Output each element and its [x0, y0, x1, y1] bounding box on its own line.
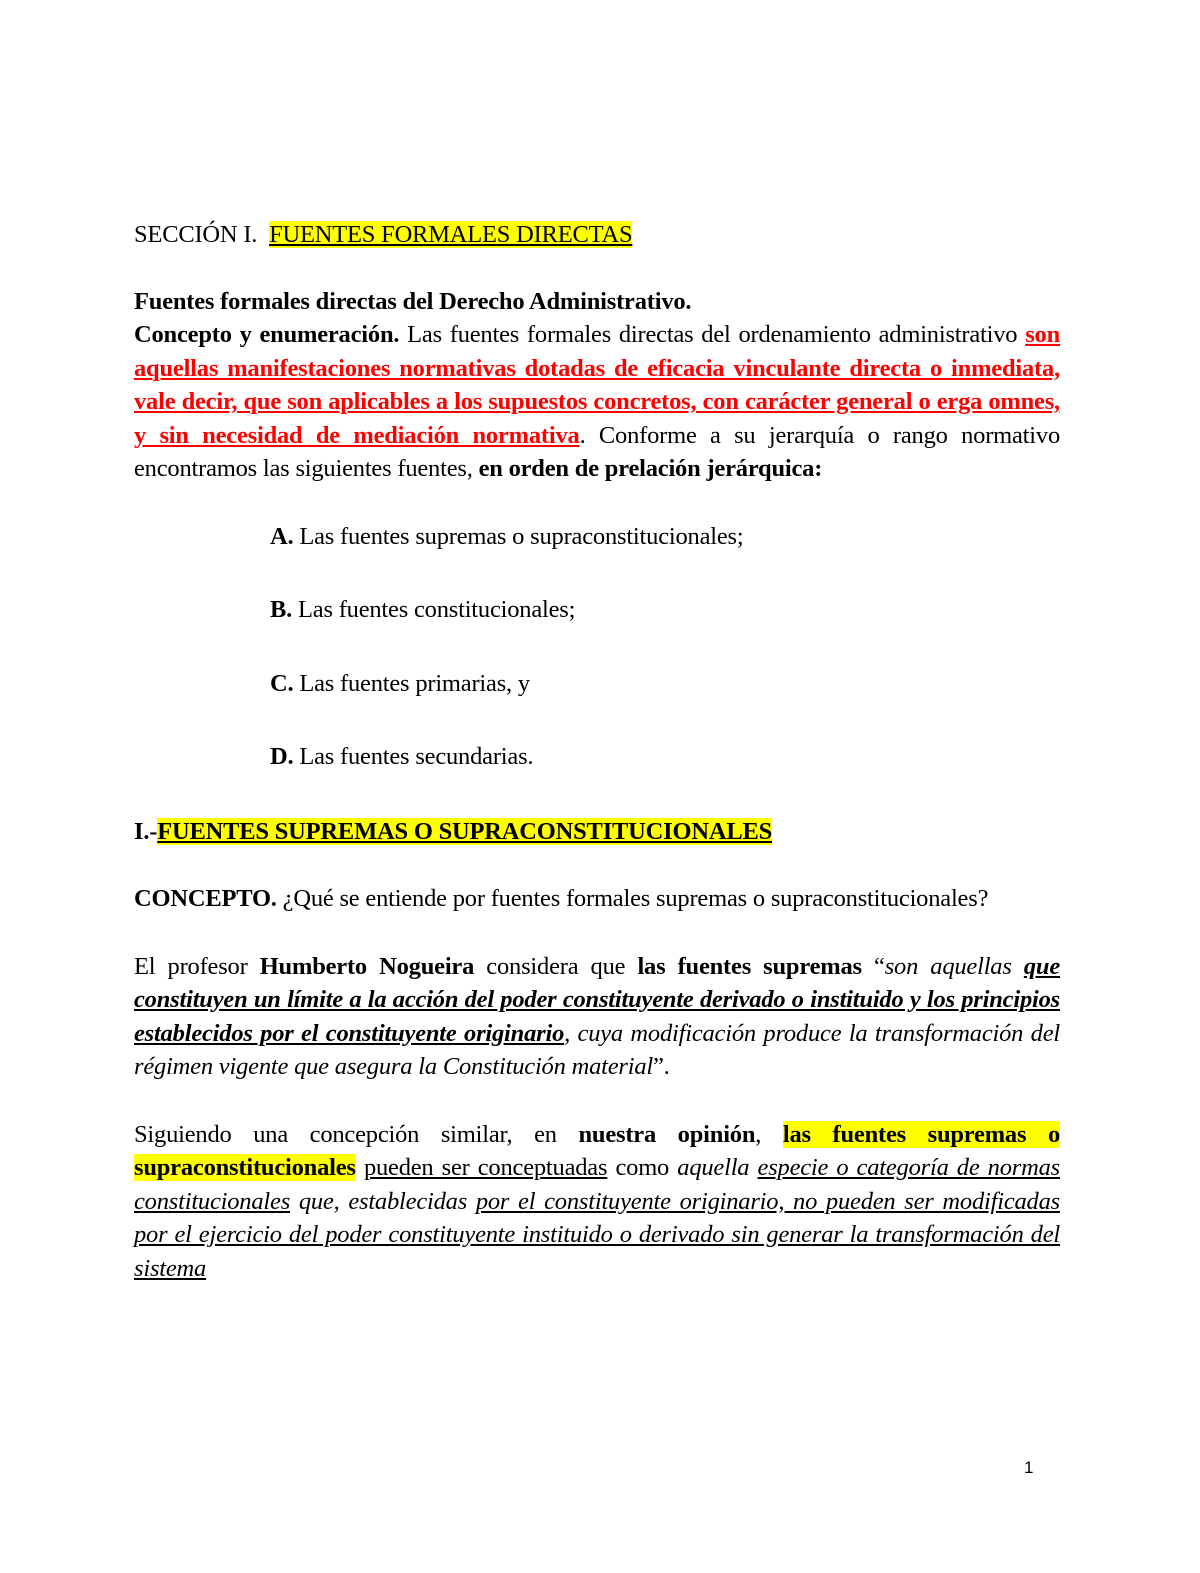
opinion-italic-underlined: especie o categoría de normas constitucionales	[134, 1154, 1060, 1215]
section-heading	[134, 218, 1060, 252]
subsection-heading	[134, 815, 1060, 849]
list-letter: B.	[270, 596, 293, 623]
quote-underlined: que constituyen un límite a la acción del poder constituyente derivado o instituido y los principios establecidos por el constituyente originario	[134, 952, 1060, 1047]
intro-text-1: Las fuentes formales directas del ordenamiento administrativo	[399, 321, 1026, 348]
opinion-highlight: las fuentes supremas o supraconstitucionales	[134, 1120, 1060, 1181]
intro-heading-text: Fuentes formales directas del Derecho Administrativo.	[134, 287, 692, 315]
list-text: Las fuentes supremas o supraconstitucionales;	[293, 522, 744, 550]
section-title: FUENTES FORMALES DIRECTAS	[269, 221, 633, 248]
list-letter: D.	[270, 743, 294, 770]
text-run	[749, 1154, 757, 1181]
opinion-italic-underlined-2: por el constituyente originario, no pueden ser modificadas por el ejercicio del poder constituyente instituido o derivado sin generar la transformación del sistema	[134, 1187, 1060, 1282]
opinion-italic-2: que, establecidas	[290, 1187, 476, 1215]
opinion-bold: nuestra opinión	[578, 1120, 756, 1148]
concept-question-text: ¿Qué se entiende por fuentes formales supremas o supraconstitucionales?	[276, 885, 989, 912]
text-run: considera que	[474, 952, 638, 980]
list-item-b	[270, 593, 1060, 627]
sources-list	[134, 520, 1060, 774]
quote-end: ”.	[653, 1053, 670, 1080]
list-text: Las fuentes primarias, y	[293, 669, 530, 697]
spacer	[134, 486, 1060, 520]
section-prefix: SECCIÓN I.	[134, 221, 270, 248]
list-text: Las fuentes constitucionales;	[292, 596, 576, 623]
list-text: Las fuentes secundarias.	[293, 743, 534, 770]
list-letter: C.	[270, 669, 294, 697]
quote-rest: , cuya modificación produce la transformación del régimen vigente que asegura la Constitución material	[134, 1019, 1060, 1080]
quote-start: son aquellas	[884, 952, 1024, 980]
opinion-italic: aquella	[677, 1154, 750, 1181]
concept-label: Concepto y enumeración.	[134, 321, 400, 348]
list-item-c	[270, 667, 1060, 701]
opinion-underlined: pueden ser conceptuadas	[363, 1154, 608, 1181]
intro-text-2: . Conforme a su jerarquía o rango normativo encontramos las siguientes fuentes,	[134, 421, 1060, 482]
concept-question-label: CONCEPTO.	[134, 885, 277, 912]
intro-heading	[134, 285, 1060, 319]
page-number: 1	[1024, 1458, 1034, 1477]
subsection-title: FUENTES SUPREMAS O SUPRACONSTITUCIONALES	[157, 817, 773, 845]
text-run: ,	[755, 1120, 783, 1148]
bold-phrase: las fuentes supremas	[637, 952, 862, 980]
document-body	[134, 218, 1060, 1285]
subsection-number: I.-	[134, 817, 158, 845]
text-run: como	[607, 1154, 678, 1181]
intro-paragraph	[134, 318, 1060, 486]
nogueira-paragraph	[134, 950, 1060, 1084]
text-run: Siguiendo una concepción similar, en	[134, 1120, 579, 1148]
list-letter: A.	[270, 522, 294, 550]
text-run: El profesor	[134, 952, 260, 980]
author-name: Humberto Nogueira	[259, 952, 475, 980]
opinion-paragraph	[134, 1118, 1060, 1286]
definition-text: son aquellas manifestaciones normativas dotadas de eficacia vinculante directa o inmediata, vale decir, que son aplicables a los supuestos concretos, con carácter general o erga omnes, y sin necesidad de mediación normativa	[134, 321, 1060, 449]
concept-question	[134, 882, 1060, 916]
text-run	[356, 1154, 364, 1181]
order-label: en orden de prelación jerárquica:	[478, 455, 823, 482]
text-run: “	[861, 952, 885, 980]
list-item-a	[270, 520, 1060, 554]
list-item-d	[270, 740, 1060, 774]
